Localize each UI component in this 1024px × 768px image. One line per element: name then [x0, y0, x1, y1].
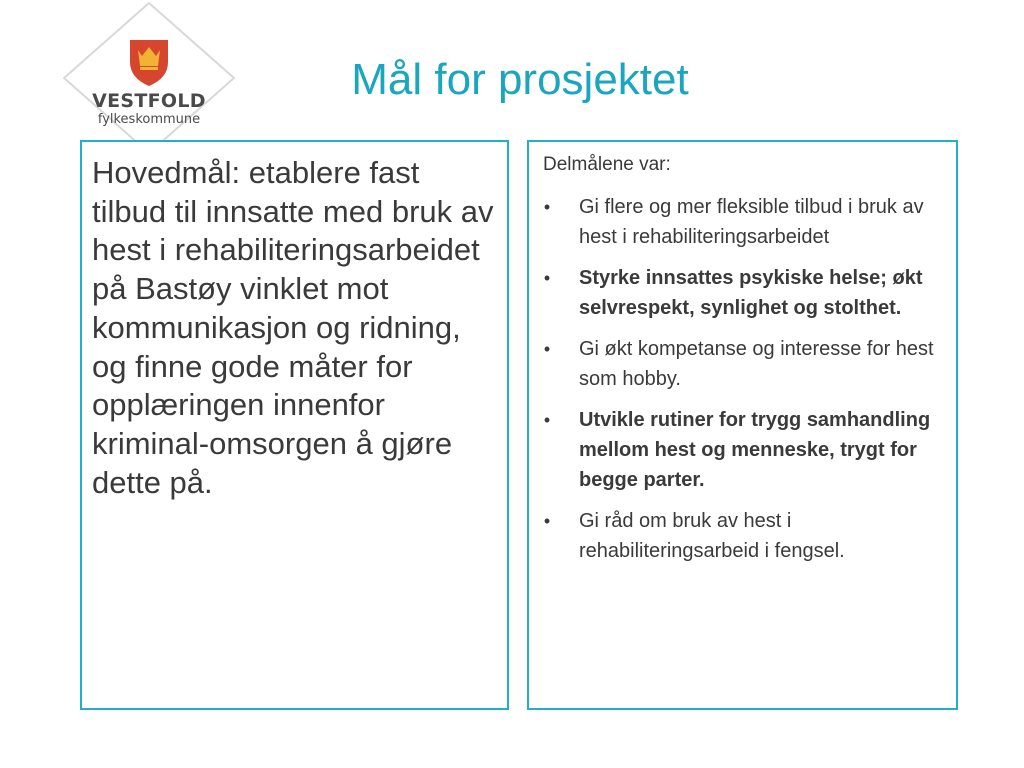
main-goal-box: [80, 140, 509, 710]
sub-goal-text: Gi flere og mer fleksible tilbud i bruk av hest i rehabiliteringsarbeidet: [579, 196, 924, 248]
bullet-icon: •: [543, 197, 551, 217]
bullet-icon: •: [543, 410, 551, 430]
bullet-icon: •: [543, 339, 551, 359]
sub-goals-intro: Delmålene var:: [543, 154, 671, 175]
sub-goals-box: [527, 140, 958, 710]
sub-goal-text: Gi økt kompetanse og interesse for hest som hobby.: [579, 338, 934, 390]
sub-goal-item: [537, 263, 947, 323]
sub-goal-item: [537, 405, 947, 495]
sub-goal-text: Gi råd om bruk av hest i rehabiliteringsarbeid i fengsel.: [579, 510, 845, 562]
bullet-icon: •: [543, 511, 551, 531]
sub-goal-text: Utvikle rutiner for trygg samhandling mellom hest og menneske, trygt for begge parter.: [579, 409, 931, 491]
vestfold-logo: [58, 0, 240, 150]
logo-name: VESTFOLD: [92, 90, 206, 112]
slide-title: Mål for prosjektet: [351, 55, 689, 104]
sub-goal-item: [537, 334, 947, 394]
logo-subtitle: fylkeskommune: [97, 112, 201, 127]
sub-goals-list: [537, 192, 947, 577]
sub-goal-item: [537, 506, 947, 566]
logo-badge: [58, 0, 240, 150]
sub-goal-text: Styrke innsattes psykiske helse; økt selvrespekt, synlighet og stolthet.: [579, 267, 923, 319]
bullet-icon: •: [543, 268, 551, 288]
main-goal-text: Hovedmål: etablere fast tilbud til innsatte med bruk av hest i rehabiliteringsarbeidet på Bastøy vinklet mot kommunikasjon og ridning, og finne gode måter for opplæringen innenfor kriminal-omsorgen å gjøre dette på.: [92, 155, 494, 500]
sub-goal-item: [537, 192, 947, 252]
